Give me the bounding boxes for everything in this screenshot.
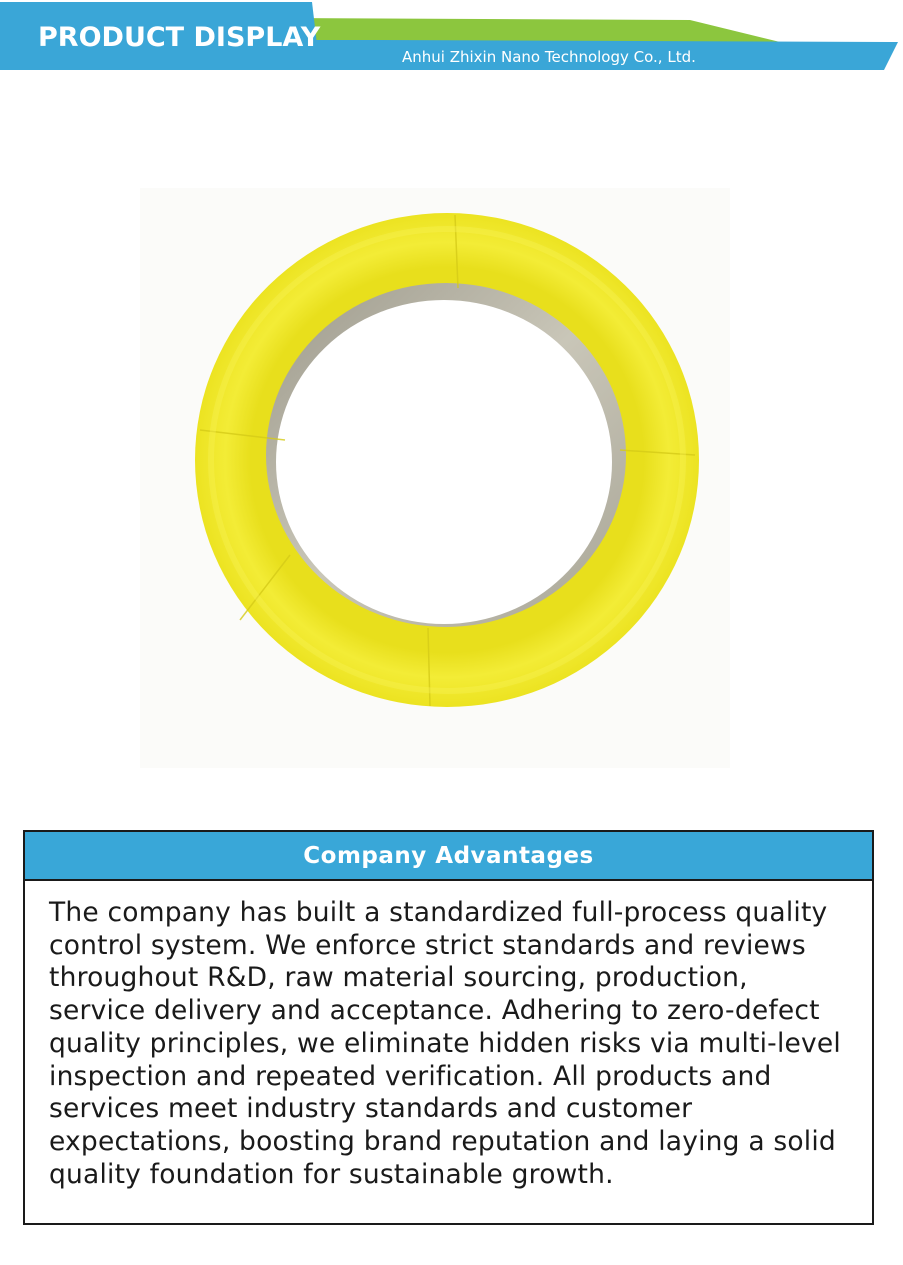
advantages-body: The company has built a standardized full-process quality control system. We enforce strict standards and reviews throughout R&D, raw material sourcing, production, service delivery and acceptance. Adhering to zero-defect quality principles, we eliminate hidden risks via multi-level inspection and repeated verification. All products and services meet industry standards and customer expectations, boosting brand reputation and laying a solid quality foundation for sustainable growth. xyxy=(49,897,841,1190)
advantages-panel xyxy=(23,830,874,1225)
advantages-header xyxy=(25,832,872,881)
advantages-title: Company Advantages xyxy=(303,842,594,869)
product-photo xyxy=(0,100,903,790)
page-title: PRODUCT DISPLAY xyxy=(38,22,321,53)
company-name: Anhui Zhixin Nano Technology Co., Ltd. xyxy=(402,48,696,66)
ring-hole xyxy=(276,300,612,624)
yellow-ring-icon xyxy=(0,100,903,790)
section-header xyxy=(0,0,903,80)
